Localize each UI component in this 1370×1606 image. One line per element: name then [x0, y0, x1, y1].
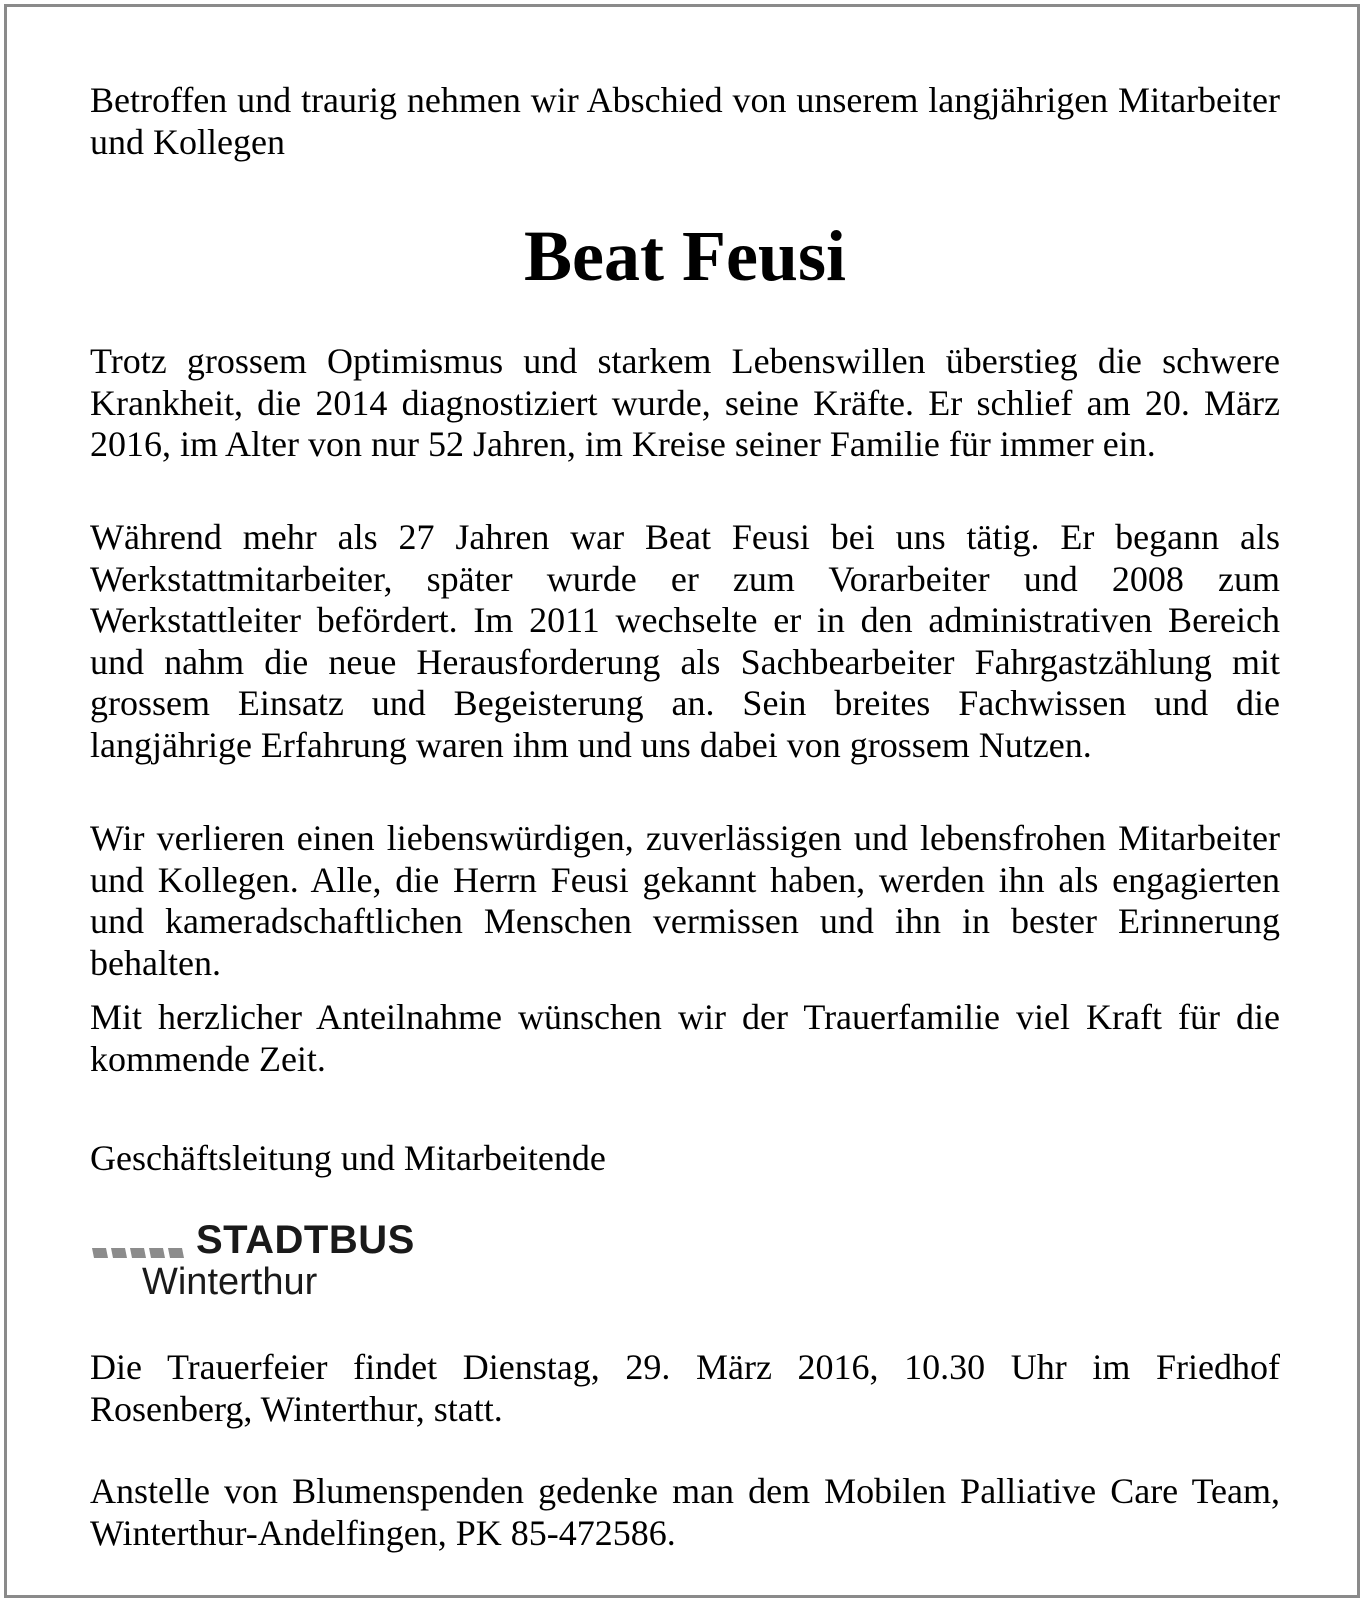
signature: Geschäftsleitung und Mitarbeitende — [90, 1138, 606, 1178]
logo-stripes-icon — [92, 1246, 192, 1260]
deceased-name: Beat Feusi — [524, 216, 846, 296]
stadtbus-logo — [92, 1218, 432, 1318]
paragraph-career: Während mehr als 27 Jahren war Beat Feusi bei uns tätig. Er begann als Werkstattmitarbeiter, später wurde er zum Vorarbeiter und 2008 zum Werkstattleiter befördert. Im 2011 wechselte er in den administrativen Bereich und nahm die neue Herausforderung als Sachbearbeiter Fahrgastzählung mit grossem Einsatz und Begeisterung an. Sein breites Fachwissen und die langjährige Erfahrung waren ihm und uns dabei von grossem Nutzen. — [90, 517, 1280, 765]
donation-info: Anstelle von Blumenspenden gedenke man dem Mobilen Palliative Care Team, Winterthur-Andelfingen, PK 85-472586. — [90, 1471, 1280, 1553]
funeral-info: Die Trauerfeier findet Dienstag, 29. März 2016, 10.30 Uhr im Friedhof Rosenberg, Winterthur, statt. — [90, 1347, 1280, 1429]
logo-main-text: STADTBUS — [196, 1218, 415, 1262]
paragraph-illness: Trotz grossem Optimismus und starkem Lebenswillen überstieg die schwere Krankheit, die 2014 diagnostiziert wurde, seine Kräfte. Er schlief am 20. März 2016, im Alter von nur 52 Jahren, im Kreise seiner Familie für immer ein. — [90, 341, 1280, 464]
paragraph-condolence: Mit herzlicher Anteilnahme wünschen wir der Trauerfamilie viel Kraft für die kommende Zeit. — [90, 997, 1280, 1079]
logo-sub-text: Winterthur — [142, 1261, 318, 1303]
intro-text: Betroffen und traurig nehmen wir Abschied von unserem langjährigen Mitarbeiter und Kollegen — [90, 80, 1280, 162]
paragraph-tribute: Wir verlieren einen liebenswürdigen, zuverlässigen und lebensfrohen Mitarbeiter und Kollegen. Alle, die Herrn Feusi gekannt haben, werden ihn als engagierten und kameradschaftlichen Menschen vermissen und ihn in bester Erinnerung behalten. — [90, 818, 1280, 983]
